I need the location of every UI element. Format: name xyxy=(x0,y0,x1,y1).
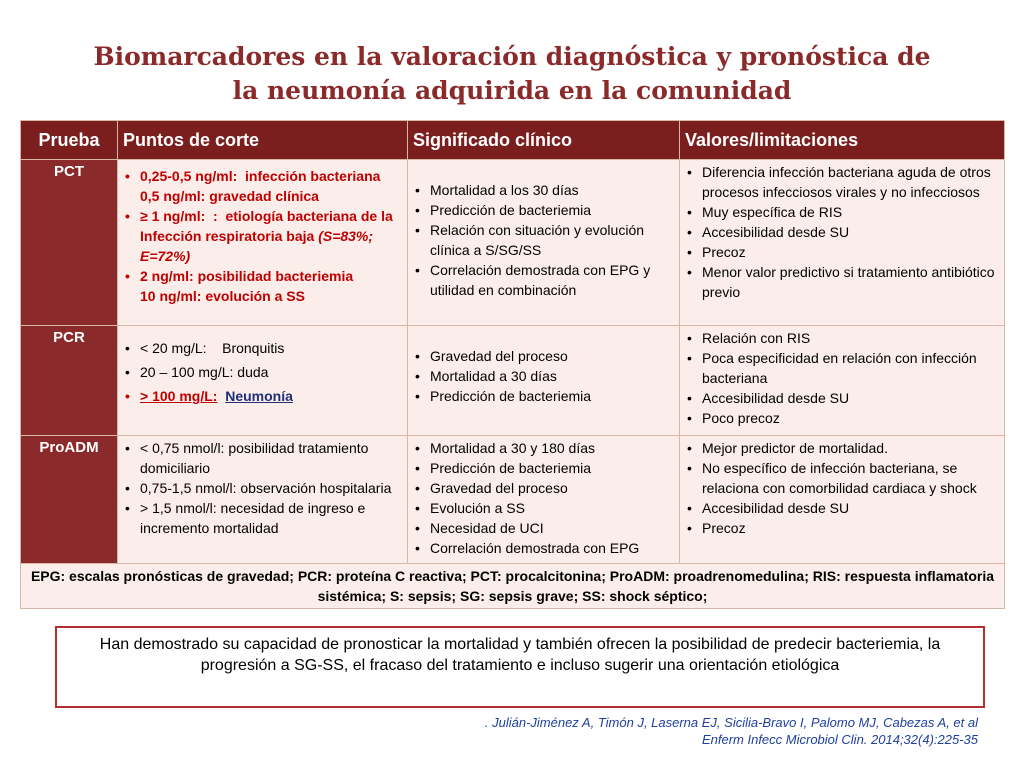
significance-cell-pcr xyxy=(408,326,680,436)
reference-citation xyxy=(485,714,978,748)
biomarkers-table xyxy=(20,120,1005,609)
significance-cell-proadm xyxy=(408,436,680,564)
cutoff-value: 0,5 ng/ml: xyxy=(140,188,206,204)
reference-line2: Enferm Infecc Microbiol Clin. 2014;32(4):225-35 xyxy=(701,732,978,747)
cutoff-meaning: etiología bacteriana xyxy=(225,208,357,224)
list-item: • Relación con RIS xyxy=(684,328,1000,348)
list-item: • Poca especificidad en relación con infección bacteriana xyxy=(684,348,1000,388)
list-item: • Diferencia infección bacteriana aguda de otros procesos infecciosos virales y no infecciosos xyxy=(684,162,1000,202)
cutoff-meaning: Neumonía xyxy=(225,388,293,404)
list-item xyxy=(122,206,403,266)
list-item: • Correlación demostrada con EPG y utilidad en combinación xyxy=(412,260,675,300)
list-item: • Gravedad del proceso xyxy=(412,478,675,498)
list-item: • Accesibilidad desde SU xyxy=(684,222,1000,242)
list-item: • Correlación demostrada con EPG xyxy=(412,538,675,558)
cutoff-meaning: infección bacteriana xyxy=(245,168,381,184)
list-item xyxy=(122,166,403,206)
list-item: • Accesibilidad desde SU xyxy=(684,498,1000,518)
list-item: • Accesibilidad desde SU xyxy=(684,388,1000,408)
list-item: • 20 – 100 mg/L: duda xyxy=(122,360,403,384)
list-item: • No específico de infección bacteriana, se relaciona con comorbilidad cardiaca y shock xyxy=(684,458,1000,498)
table-row-pcr xyxy=(21,326,1005,436)
list-item: • Predicción de bacteriemia xyxy=(412,458,675,478)
cutoff-value: 2 ng/ml: xyxy=(140,268,194,284)
cutoff-stats: (S=83%; E=72%) xyxy=(140,228,374,264)
header-prueba: Prueba xyxy=(21,121,118,160)
list-item: • Mortalidad a 30 y 180 días xyxy=(412,438,675,458)
table-row-proadm xyxy=(21,436,1005,564)
list-item: • Predicción de bacteriemia xyxy=(412,200,675,220)
list-item: • Mortalidad a los 30 días xyxy=(412,180,675,200)
cutoff-value: 0,25-0,5 ng/ml: xyxy=(140,168,238,184)
slide-title-line2: la neumonía adquirida en la comunidad xyxy=(232,76,792,105)
cutoffs-cell-pcr xyxy=(118,326,408,436)
values-cell-pct xyxy=(680,160,1005,326)
list-item: • Predicción de bacteriemia xyxy=(412,386,675,406)
cutoffs-cell-pct xyxy=(118,160,408,326)
cutoff-separator: : xyxy=(213,208,218,224)
row-label-pct: PCT xyxy=(21,160,118,326)
cutoffs-cell-proadm xyxy=(118,436,408,564)
list-item: • 0,75-1,5 nmol/l: observación hospitalaria xyxy=(122,478,403,498)
list-item: • Muy específica de RIS xyxy=(684,202,1000,222)
abbreviations-note: EPG: escalas pronósticas de gravedad; PCR: proteína C reactiva; PCT: procalcitonina; ProADM: proadrenomedulina; RIS: respuesta inflamatoria sistémica; S: sepsis; SG: sepsis grave; SS: shock séptico; xyxy=(21,564,1005,609)
values-cell-proadm xyxy=(680,436,1005,564)
cutoff-meaning: posibilidad bacteriemia xyxy=(197,268,354,284)
list-item: • Precoz xyxy=(684,518,1000,538)
list-item: • Precoz xyxy=(684,242,1000,262)
list-item: • Poco precoz xyxy=(684,408,1000,428)
list-item: • Mejor predictor de mortalidad. xyxy=(684,438,1000,458)
slide-title xyxy=(0,40,1024,108)
table-header-row xyxy=(21,121,1005,160)
reference-line1: . Julián-Jiménez A, Timón J, Laserna EJ, Sicilia-Bravo I, Palomo MJ, Cabezas A, et al xyxy=(484,715,978,730)
list-item xyxy=(122,266,403,306)
table-row-pct xyxy=(21,160,1005,326)
significance-cell-pct xyxy=(408,160,680,326)
header-valores-limitaciones: Valores/limitaciones xyxy=(680,121,1005,160)
cutoff-meaning: evolución a SS xyxy=(205,288,305,304)
summary-text: Han demostrado su capacidad de pronosticar la mortalidad y también ofrecen la posibilidad de predecir bacteriemia, la progresión a SG-SS, el fracaso del tratamiento e incluso sugerir una orientación etiológica xyxy=(99,636,941,674)
cutoff-value: 10 ng/ml: xyxy=(140,288,202,304)
list-item: • < 0,75 nmol/l: posibilidad tratamiento domiciliario xyxy=(122,438,403,478)
list-item: • Evolución a SS xyxy=(412,498,675,518)
cutoff-value: ≥ 1 ng/ml: xyxy=(140,208,206,224)
list-item: • Menor valor predictivo si tratamiento antibiótico previo xyxy=(684,262,1000,302)
cutoff-value: < 20 mg/L: xyxy=(140,340,207,356)
cutoff-value: > 100 mg/L: xyxy=(140,388,218,404)
slide-title-line1: Biomarcadores en la valoración diagnóstica y pronóstica de xyxy=(93,42,931,71)
list-item: • Relación con situación y evolución clínica a S/SG/SS xyxy=(412,220,675,260)
row-label-pcr: PCR xyxy=(21,326,118,436)
row-label-proadm: ProADM xyxy=(21,436,118,564)
list-item: • Gravedad del proceso xyxy=(412,346,675,366)
header-puntos-de-corte: Puntos de corte xyxy=(118,121,408,160)
cutoff-meaning: Bronquitis xyxy=(222,340,285,356)
cutoff-meaning: gravedad clínica xyxy=(209,188,319,204)
values-cell-pcr xyxy=(680,326,1005,436)
header-significado-clinico: Significado clínico xyxy=(408,121,680,160)
list-item: • > 1,5 nmol/l: necesidad de ingreso e incremento mortalidad xyxy=(122,498,403,538)
table-footer-row xyxy=(21,564,1005,609)
cutoff-meaning: de la Infección respiratoria baja xyxy=(140,208,393,244)
summary-box xyxy=(55,626,985,708)
list-item xyxy=(122,336,403,360)
list-item xyxy=(122,384,403,408)
list-item: • Mortalidad a 30 días xyxy=(412,366,675,386)
list-item: • Necesidad de UCI xyxy=(412,518,675,538)
